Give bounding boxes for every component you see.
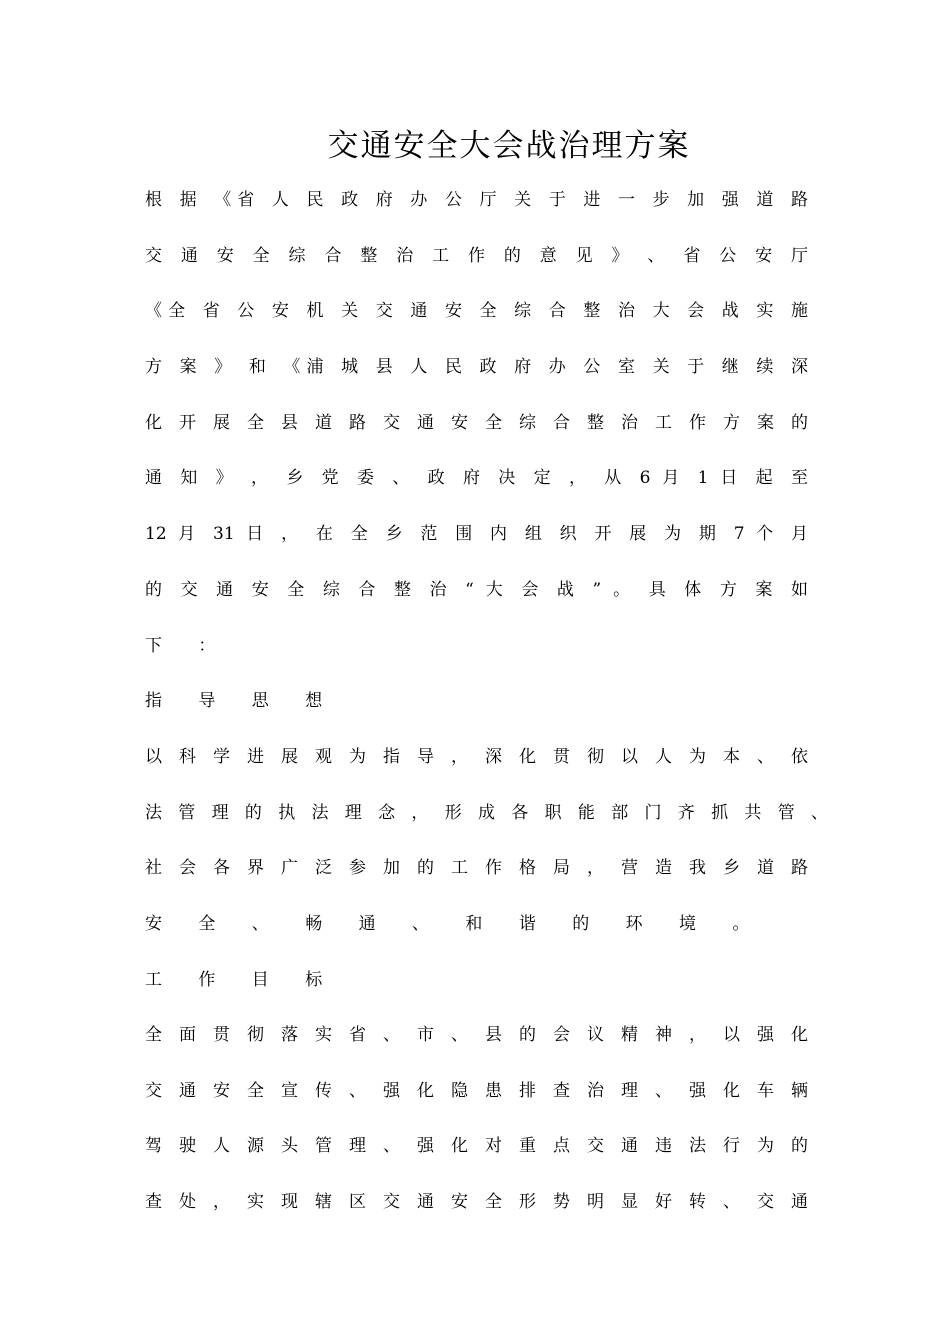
section-heading-work-goals: 工 作 目 标 xyxy=(145,970,338,990)
paragraph-line: 根 据 《省 人 民 政 府 办 公 厅 关 于 进 一 步 加 强 道 路 xyxy=(145,190,808,210)
paragraph-line: 查 处 ， 实 现 辖 区 交 通 安 全 形 势 明 显 好 转 、 交 通 xyxy=(145,1192,808,1212)
paragraph-line: 方 案 》 和 《浦 城 县 人 民 政 府 办 公 室 关 于 继 续 深 xyxy=(145,357,808,377)
paragraph-line: 12 月 31 日 ， 在 全 乡 范 围 内 组 织 开 展 为 期 7 个 月 xyxy=(145,524,808,544)
paragraph-line: 法 管 理 的 执 法 理 念 ， 形 成 各 职 能 部 门 齐 抓 共 管 、 xyxy=(145,803,828,823)
section-heading-guiding-ideology: 指 导 思 想 xyxy=(145,691,338,711)
paragraph-line: 交 通 安 全 宣 传 、 强 化 隐 患 排 查 治 理 、 强 化 车 辆 xyxy=(145,1081,808,1101)
paragraph-line: 的 交 通 安 全 综 合 整 治 “ 大 会 战 ” 。 具 体 方 案 如 xyxy=(145,580,808,600)
paragraph-line: 全 面 贯 彻 落 实 省 、 市 、 县 的 会 议 精 神 ， 以 强 化 xyxy=(145,1025,808,1045)
paragraph-line: 下 ： xyxy=(145,636,231,656)
paragraph-line: 社 会 各 界 广 泛 参 加 的 工 作 格 局 ， 营 造 我 乡 道 路 xyxy=(145,858,808,878)
paragraph-line: 安 全 、 畅 通 、 和 谐 的 环 境 。 xyxy=(145,914,765,934)
paragraph-line: 化 开 展 全 县 道 路 交 通 安 全 综 合 整 治 工 作 方 案 的 xyxy=(145,413,808,433)
paragraph-line: 以 科 学 进 展 观 为 指 导 ， 深 化 贯 彻 以 人 为 本 、 依 xyxy=(145,747,808,767)
document-title: 交通安全大会战治理方案 xyxy=(327,128,691,164)
paragraph-line: 《全 省 公 安 机 关 交 通 安 全 综 合 整 治 大 会 战 实 施 xyxy=(145,301,808,321)
paragraph-line: 驾 驶 人 源 头 管 理 、 强 化 对 重 点 交 通 违 法 行 为 的 xyxy=(145,1136,808,1156)
paragraph-line: 通 知 》 ， 乡 党 委 、 政 府 决 定 ， 从 6 月 1 日 起 至 xyxy=(145,468,808,488)
paragraph-line: 交 通 安 全 综 合 整 治 工 作 的 意 见 》 、 省 公 安 厅 xyxy=(145,246,808,266)
